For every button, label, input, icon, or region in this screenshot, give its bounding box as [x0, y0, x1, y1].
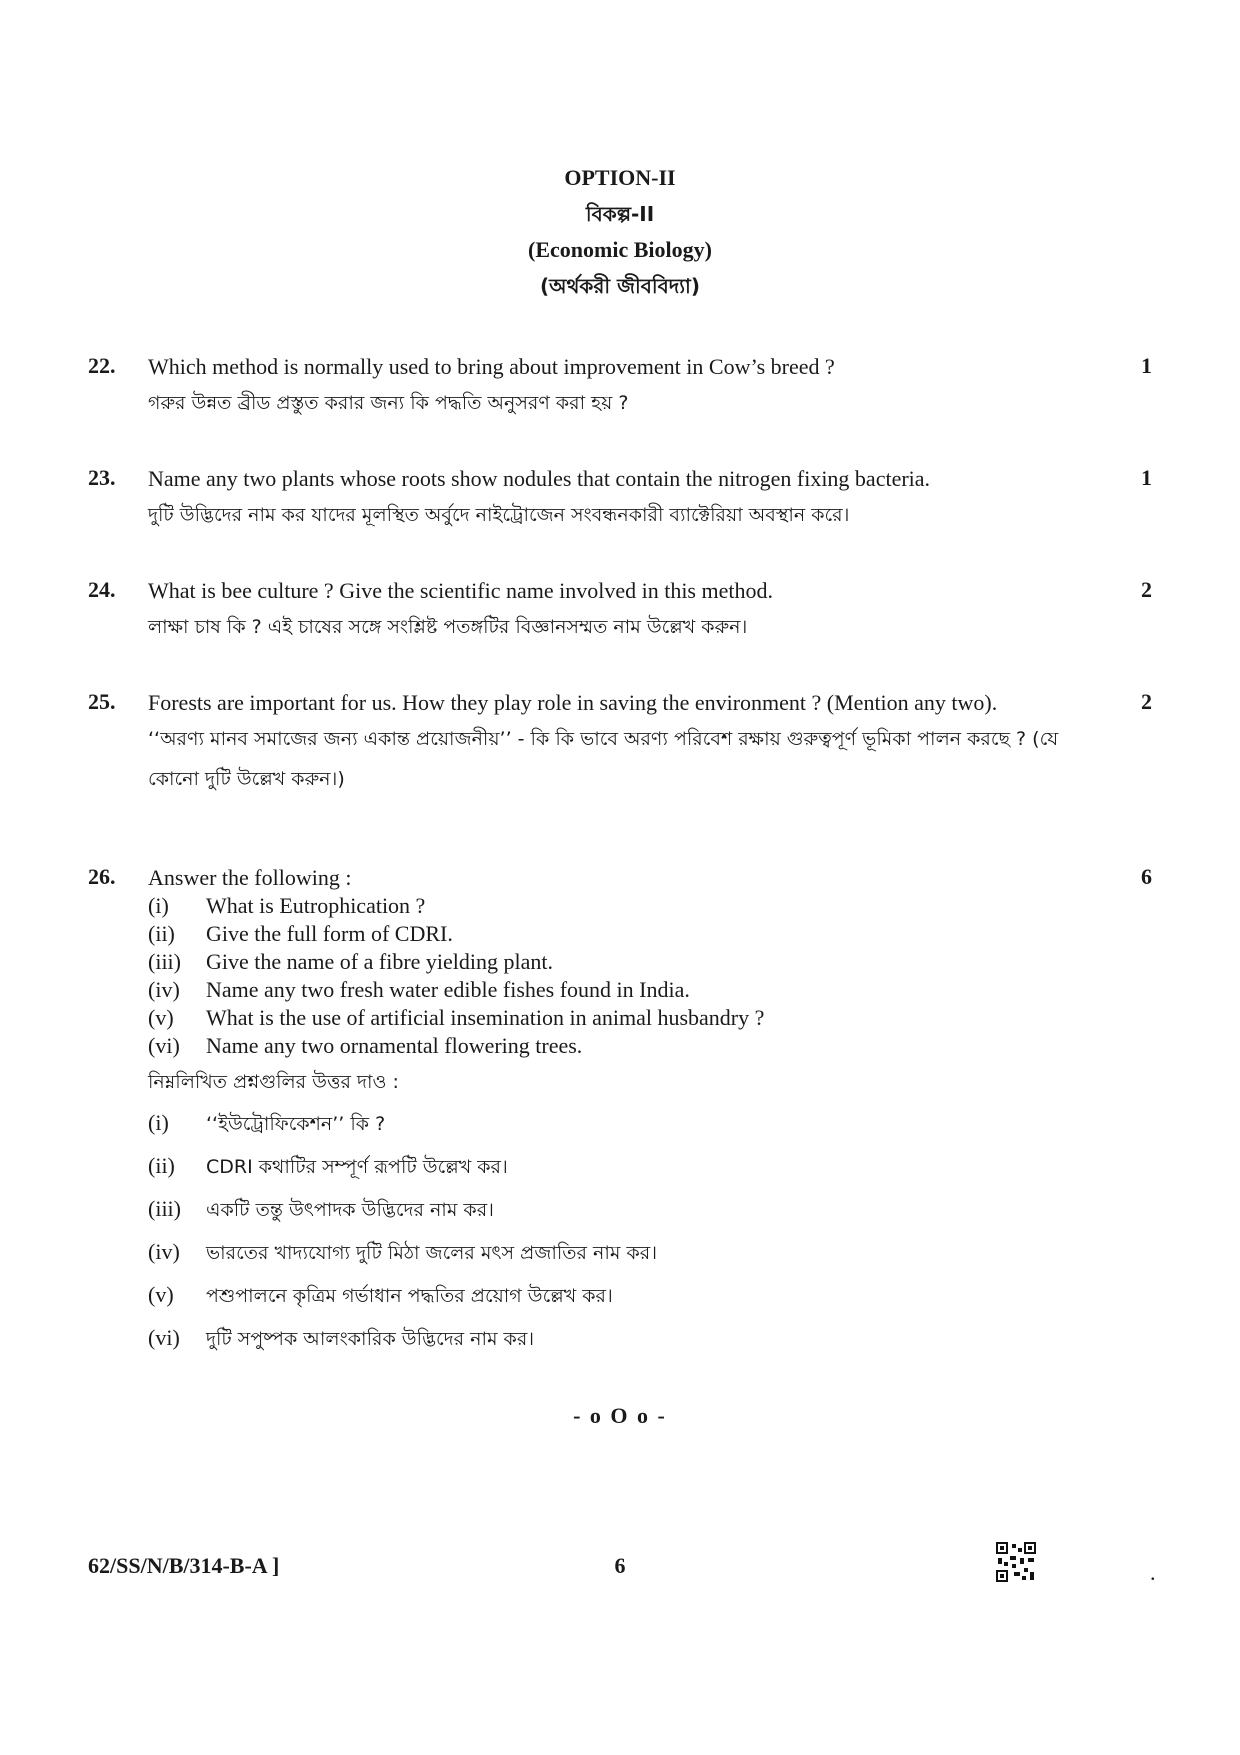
sub-question-label: (ii) — [148, 921, 175, 946]
question-text-en: What is bee culture ? Give the scientific name involved in this method. — [148, 578, 773, 603]
sub-question-en — [148, 948, 1108, 976]
option-title-bn: বিকল্প-II — [585, 202, 655, 226]
sub-question-label: (i) — [148, 1110, 169, 1135]
sub-question-label: (v) — [148, 1005, 174, 1030]
sub-question-bn — [148, 1274, 1108, 1317]
sub-question-en — [148, 920, 1108, 948]
sub-question-text: ভারতের খাদ্যযোগ্য দুটি মিঠা জলের মৎস প্রজাতির নাম কর। — [206, 1242, 657, 1264]
sub-question-text: CDRI কথাটির সম্পূর্ণ রূপটি উল্লেখ কর। — [206, 1156, 508, 1178]
sub-question-en — [148, 1032, 1108, 1060]
sub-question-text: পশুপালনে কৃত্রিম গর্ভাধান পদ্ধতির প্রয়োগ উল্লেখ কর। — [206, 1285, 613, 1307]
question-marks: 1 — [1141, 465, 1152, 490]
sub-question-en — [148, 976, 1108, 1004]
question-text-bn: দুটি উদ্ভিদের নাম কর যাদের মূলস্থিত অর্বুদে নাইট্রোজেন সংবন্ধনকারী ব্যাক্টেরিয়া অবস্থান করে। — [148, 504, 850, 526]
sub-question-bn — [148, 1188, 1108, 1231]
sub-question-bn — [148, 1317, 1108, 1360]
question-marks: 2 — [1141, 577, 1152, 602]
question-text-en: Name any two plants whose roots show nodules that contain the nitrogen fixing bacteria. — [148, 466, 931, 491]
sub-question-label: (vi) — [148, 1325, 180, 1350]
question-number: 22. — [88, 353, 116, 378]
question-text-en: Forests are important for us. How they play role in saving the environment ? (Mention any two). — [148, 690, 998, 715]
subject-title-bn: (অর্থকরী জীববিদ্যা) — [540, 274, 700, 298]
question-number: 26. — [88, 864, 116, 889]
sub-question-en — [148, 892, 1108, 920]
sub-question-label: (iii) — [148, 949, 181, 974]
question-text-en: Answer the following : — [148, 865, 352, 890]
qr-code-icon — [996, 1542, 1036, 1582]
sub-question-text: ‘‘ইউট্রোফিকেশন’’ কি ? — [206, 1113, 386, 1135]
footer-dot: . — [1150, 1560, 1156, 1585]
subject-title: (Economic Biology) — [528, 237, 712, 262]
question-number: 25. — [88, 689, 116, 714]
sub-question-text: What is Eutrophication ? — [206, 893, 426, 918]
question-marks: 2 — [1141, 689, 1152, 714]
sub-question-bn — [148, 1145, 1108, 1188]
sub-question-text: দুটি সপুষ্পক আলংকারিক উদ্ভিদের নাম কর। — [206, 1328, 535, 1350]
sub-question-text: What is the use of artificial insemination in animal husbandry ? — [206, 1005, 765, 1030]
sub-question-label: (i) — [148, 893, 169, 918]
paper-code: 62/SS/N/B/314-B-A ] — [88, 1553, 280, 1578]
page-number: 6 — [614, 1553, 626, 1578]
sub-question-label: (iv) — [148, 977, 180, 1002]
sub-question-label: (v) — [148, 1282, 174, 1307]
sub-question-text: Name any two ornamental flowering trees. — [206, 1033, 583, 1058]
sub-question-label: (iv) — [148, 1239, 180, 1264]
question-marks: 1 — [1141, 353, 1152, 378]
question-text-bn: লাক্ষা চাষ কি ? এই চাষের সঙ্গে সংশ্লিষ্ট পতঙ্গটির বিজ্ঞানসম্মত নাম উল্লেখ করুন। — [148, 616, 748, 638]
end-of-paper-mark: - o O o - — [573, 1403, 667, 1428]
sub-question-label: (iii) — [148, 1196, 181, 1221]
sub-question-en — [148, 1004, 1108, 1032]
question-number: 23. — [88, 465, 116, 490]
sub-question-text: Name any two fresh water edible fishes found in India. — [206, 977, 690, 1002]
sub-question-bn — [148, 1231, 1108, 1274]
option-title: OPTION-II — [564, 165, 676, 190]
sub-question-text: Give the full form of CDRI. — [206, 921, 453, 946]
sub-question-text: Give the name of a fibre yielding plant. — [206, 949, 553, 974]
question-text-bn: গরুর উন্নত ব্রীড প্রস্তুত করার জন্য কি পদ্ধতি অনুসরণ করা হয় ? — [148, 392, 629, 414]
section-header — [0, 160, 1240, 304]
sub-question-bn — [148, 1102, 1108, 1145]
sub-question-label: (ii) — [148, 1153, 175, 1178]
question-text-bn: নিম্নলিখিত প্রশ্নগুলির উত্তর দাও : — [148, 1071, 399, 1093]
question-text-bn: ‘‘অরণ্য মানব সমাজের জন্য একান্ত প্রয়োজনীয়’’ - কি কি ভাবে অরণ্য পরিবেশ রক্ষায় গুরুত্বপূর্ণ ভূমিকা পালন করছে ? (যে কোনো দুটি উল্লেখ করুন।) — [148, 728, 1059, 790]
sub-question-text: একটি তন্তু উৎপাদক উদ্ভিদের নাম কর। — [206, 1199, 494, 1221]
sub-question-list-en — [148, 892, 1108, 1060]
question-text-en: Which method is normally used to bring about improvement in Cow’s breed ? — [148, 354, 835, 379]
question-marks: 6 — [1141, 864, 1152, 889]
question-number: 24. — [88, 577, 116, 602]
sub-question-label: (vi) — [148, 1033, 180, 1058]
sub-question-list-bn — [148, 1102, 1108, 1360]
